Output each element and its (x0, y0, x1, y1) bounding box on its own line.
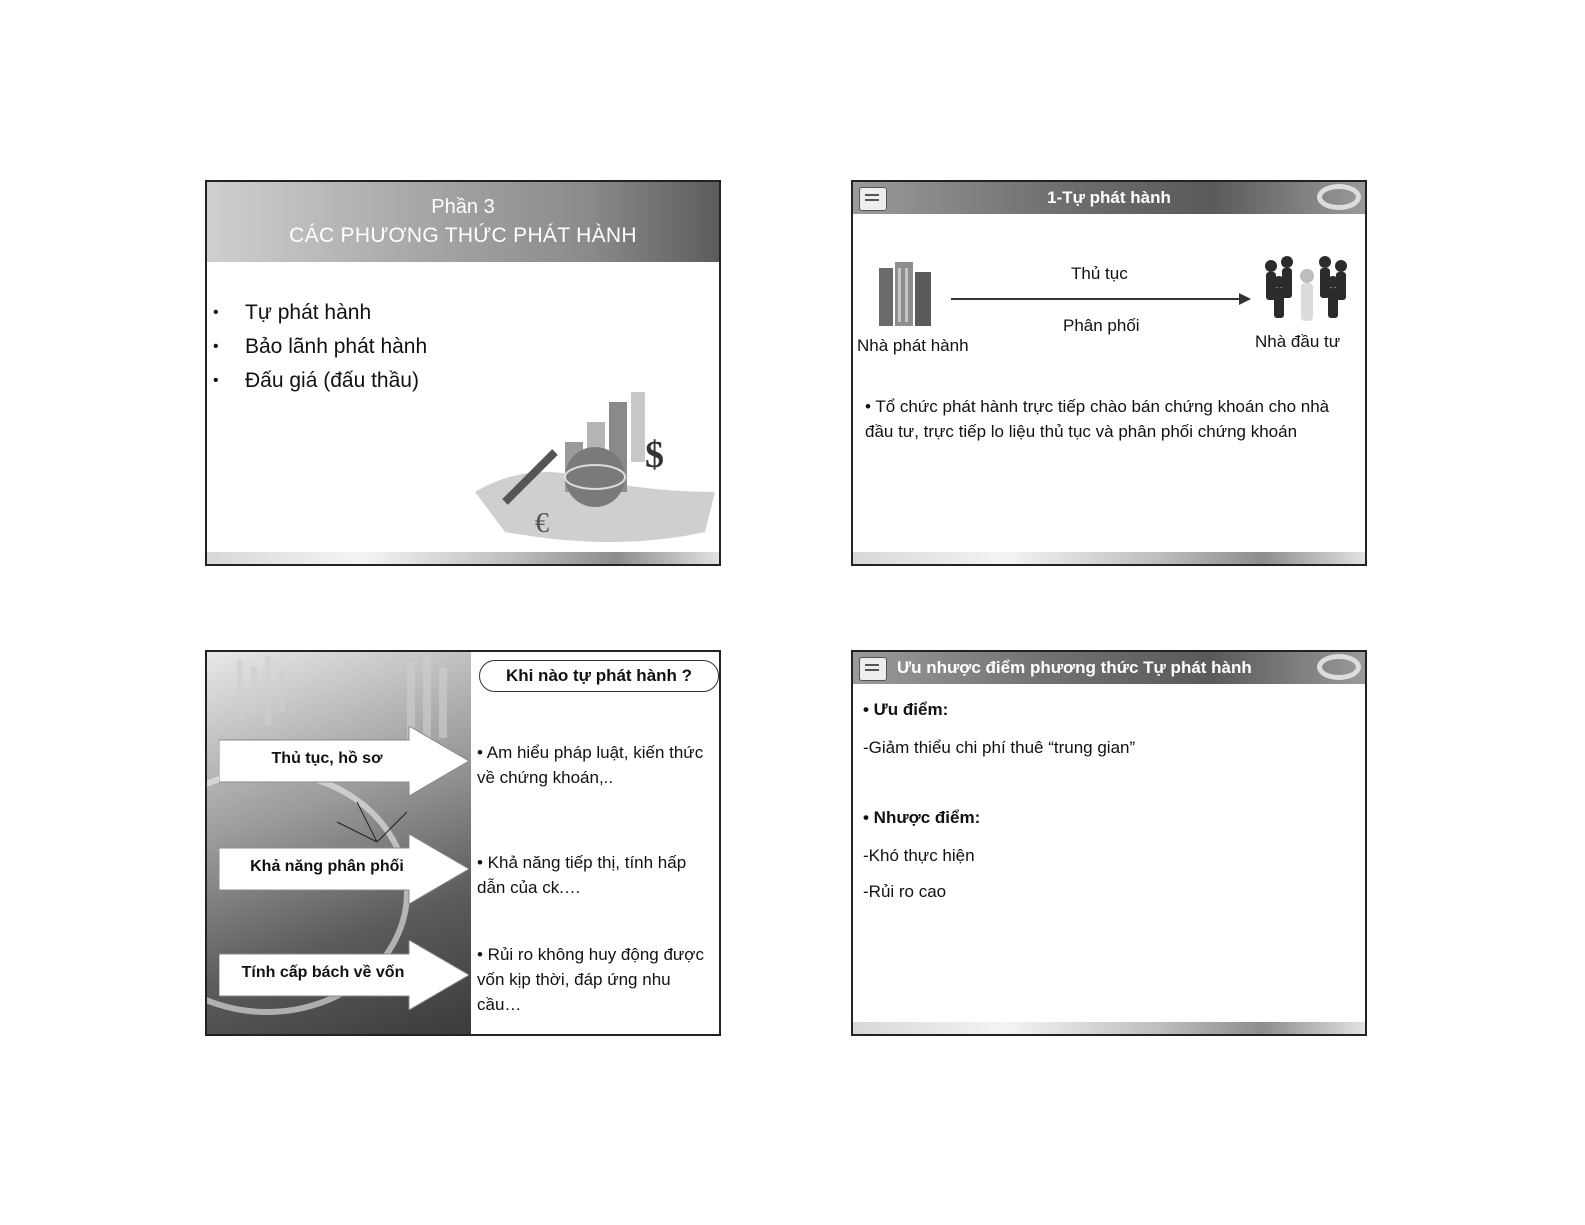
slide-3 (205, 650, 721, 1036)
slide-2-body-text: • Tổ chức phát hành trực tiếp chào bán chứng khoán cho nhà đầu tư, trực tiếp lo liệu thủ tục và phân phối chứng khoán (865, 397, 1330, 441)
list-item: • Bảo lãnh phát hành (213, 330, 427, 364)
advantage-item: -Giảm thiểu chi phí thuê “trung gian” (863, 738, 1136, 757)
issuer-label: Nhà phát hành (857, 336, 969, 355)
building-icon (873, 262, 937, 328)
bullet-icon: • (213, 304, 219, 321)
people-group-icon (1261, 254, 1353, 324)
disadvantages-heading: • Nhược điểm: (863, 808, 981, 827)
slide-1-header (207, 182, 719, 262)
svg-text:$: $ (645, 434, 664, 476)
process-arrow (951, 292, 1251, 306)
question-pill: Khi nào tự phát hành ? (479, 660, 719, 692)
finance-globe-illustration (465, 382, 721, 554)
slide-4-title: Ưu nhược điểm phương thức Tự phát hành (897, 658, 1252, 677)
arrow-label-1: Thủ tục, hồ sơ (271, 750, 383, 767)
slide-4 (851, 650, 1367, 1036)
ring-icon (1317, 654, 1361, 680)
ring-icon (1317, 184, 1361, 210)
disadvantage-item-2: -Rủi ro cao (863, 882, 947, 901)
slide-2-header (853, 182, 1365, 214)
slide-2-title: 1-Tự phát hành (1047, 188, 1171, 207)
svg-text:€: € (535, 508, 549, 539)
investor-label: Nhà đầu tư (1255, 332, 1341, 351)
arrow-label-3: Tính cấp bách về vốn (241, 964, 405, 981)
slide-1-bullet-list (213, 296, 427, 398)
arrow-label-2: Khả năng phân phối (250, 858, 404, 875)
bullet-icon: • (213, 372, 219, 389)
slide-2 (851, 180, 1367, 566)
list-item: • Tự phát hành (213, 296, 427, 330)
slide-1-footer-bar (207, 552, 719, 564)
slide-4-header (853, 652, 1365, 684)
document-icon (859, 657, 887, 681)
slide-1 (205, 180, 721, 566)
arrow-bottom-label: Phân phối (1063, 316, 1140, 335)
note-1: • Am hiểu pháp luật, kiến thức về chứng khoán,.. (477, 743, 704, 787)
arrow-top-label: Thủ tục (1071, 264, 1128, 283)
slide-4-footer-bar (853, 1022, 1365, 1034)
list-item: • Đấu giá (đấu thầu) (213, 364, 427, 398)
advantages-heading: • Ưu điểm: (863, 700, 949, 719)
note-3: • Rủi ro không huy động được vốn kịp thời, đáp ứng nhu cầu… (477, 945, 704, 1014)
bullet-icon: • (213, 338, 219, 355)
note-2: • Khả năng tiếp thị, tính hấp dẫn của ck.… (477, 853, 687, 897)
slide-2-footer-bar (853, 552, 1365, 564)
slide-1-title-line-2: CÁC PHƯƠNG THỨC PHÁT HÀNH (289, 224, 637, 247)
disadvantage-item-1: -Khó thực hiện (863, 846, 975, 865)
slide-1-title-line-1: Phần 3 (431, 196, 495, 218)
